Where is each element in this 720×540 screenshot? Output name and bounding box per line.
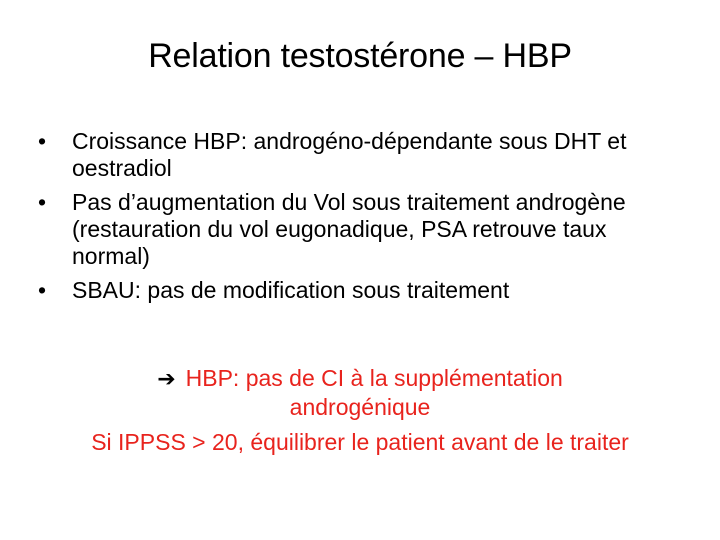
bullet-marker: •	[38, 128, 47, 154]
bullet-item	[38, 189, 678, 270]
bullet-item	[38, 128, 678, 182]
bullet-text: SBAU: pas de modification sous traitement	[72, 277, 510, 303]
conclusion-line-2: androgénique	[289, 394, 431, 420]
bullet-marker: •	[38, 189, 47, 215]
bullet-item	[38, 277, 678, 304]
bullet-list	[38, 128, 678, 311]
slide-title: Relation testostérone – HBP	[148, 37, 572, 75]
bullet-text: Pas d’augmentation du Vol sous traitement androgène (restauration du vol eugonadique, PSA retrouve taux normal)	[72, 189, 626, 269]
footer-note: Si IPPSS > 20, équilibrer le patient avant de le traiter	[91, 429, 629, 455]
right-arrow-icon: ➔	[157, 366, 176, 391]
bullet-text: Croissance HBP: androgéno-dépendante sous DHT et oestradiol	[72, 128, 627, 181]
conclusion-line-1: HBP: pas de CI à la supplémentation	[185, 365, 563, 391]
conclusion	[0, 364, 720, 421]
bullet-marker: •	[38, 277, 47, 303]
